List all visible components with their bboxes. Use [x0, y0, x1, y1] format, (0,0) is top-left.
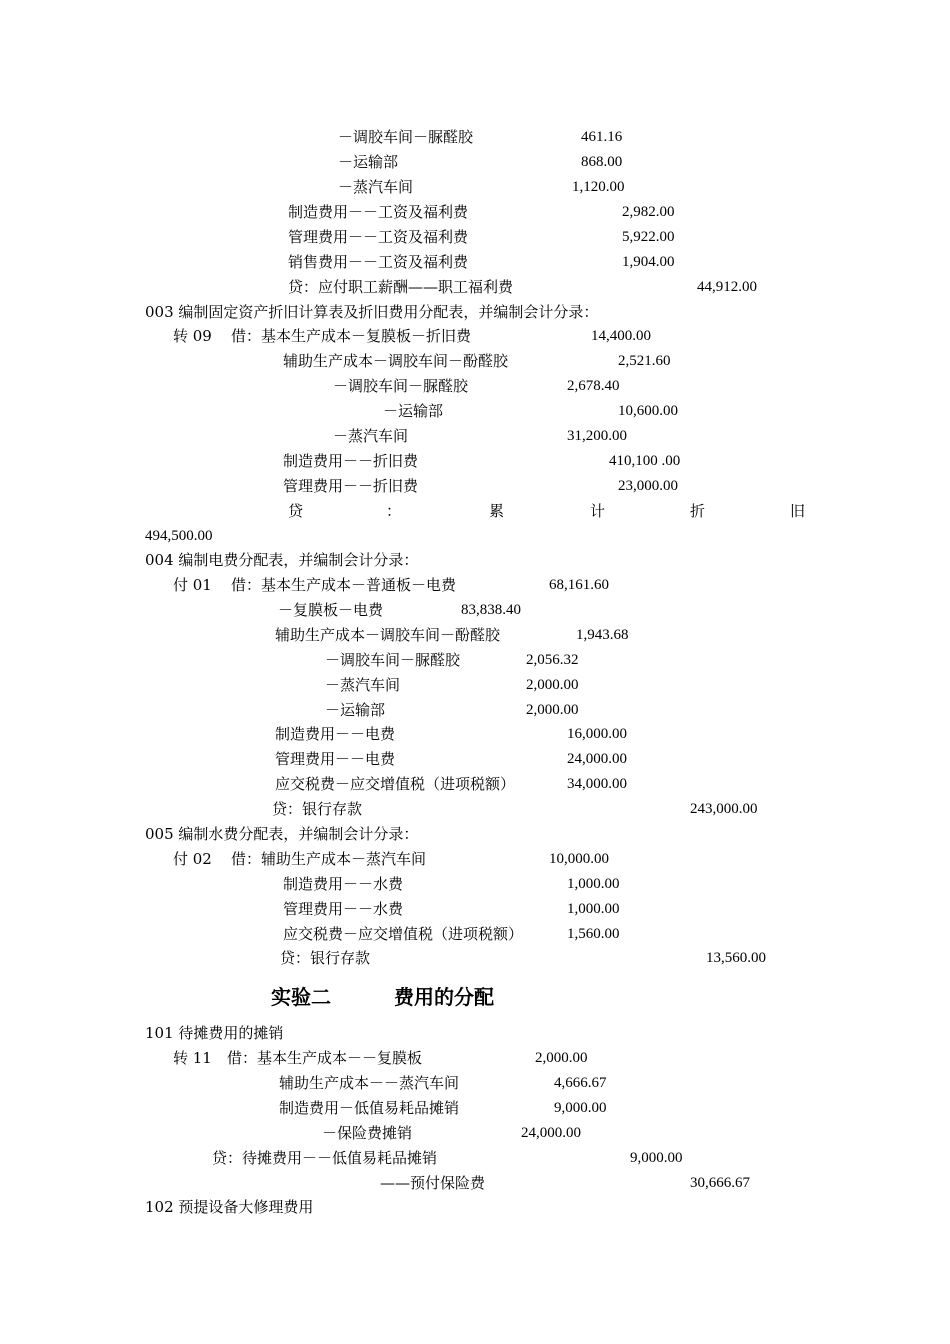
entry-account: 辅助生产成本－调胶车间－酚醛胶	[275, 626, 501, 644]
justified-char: 折	[690, 502, 706, 520]
entry-account: 制造费用－－工资及福利费	[288, 203, 469, 221]
entry-amount: 2,000.00	[535, 1050, 588, 1066]
entry-amount: 4,666.67	[554, 1075, 607, 1091]
entry-amount: 5,922.00	[622, 229, 675, 245]
entry-account-credit: ——预付保险费	[380, 1174, 486, 1192]
entry-amount: 34,000.00	[567, 776, 627, 792]
entry-account: －蒸汽车间	[338, 178, 414, 196]
voucher-number: 付 02	[173, 850, 212, 868]
entry-amount-credit: 13,560.00	[706, 950, 766, 966]
entry-amount: 2,000.00	[526, 677, 579, 693]
entry-amount: 9,000.00	[554, 1100, 607, 1116]
section-title-102: 102 预提设备大修理费用	[145, 1198, 314, 1216]
entry-account: 辅助生产成本－－蒸汽车间	[279, 1074, 460, 1092]
entry-amount: 461.16	[581, 129, 623, 145]
entry-account: 辅助生产成本－调胶车间－酚醛胶	[283, 352, 509, 370]
experiment-heading-number: 实验二	[271, 985, 331, 1009]
entry-account: 应交税费－应交增值税（进项税额）	[283, 925, 524, 943]
entry-account-debit: 借：基本生产成本－－复膜板	[227, 1049, 423, 1067]
entry-amount-credit: 9,000.00	[630, 1150, 683, 1166]
entry-amount: 1,000.00	[567, 876, 620, 892]
entry-amount: 23,000.00	[618, 478, 678, 494]
entry-account-credit: 贷：银行存款	[272, 800, 363, 818]
entry-amount-credit: 243,000.00	[690, 801, 758, 817]
voucher-number: 转 11	[173, 1049, 212, 1067]
entry-account: －复膜板－电费	[278, 601, 384, 619]
experiment-heading-title: 费用的分配	[394, 985, 494, 1009]
entry-amount: 1,943.68	[576, 627, 629, 643]
section-title-003: 003 编制固定资产折旧计算表及折旧费用分配表，并编制会计分录：	[145, 303, 599, 321]
entry-account-debit: 借：基本生产成本－普通板－电费	[231, 576, 457, 594]
entry-account: －调胶车间－脲醛胶	[325, 651, 461, 669]
entry-amount: 24,000.00	[521, 1125, 581, 1141]
entry-amount: 31,200.00	[567, 428, 627, 444]
entry-amount: 410,100 .00	[609, 453, 681, 469]
entry-amount: 83,838.40	[461, 602, 521, 618]
entry-account: －运输部	[338, 153, 399, 171]
entry-amount: 2,521.60	[618, 353, 671, 369]
entry-amount: 1,904.00	[622, 254, 675, 270]
entry-account: －调胶车间－脲醛胶	[338, 128, 474, 146]
entry-account: 制造费用－低值易耗品摊销	[279, 1099, 460, 1117]
entry-amount: 24,000.00	[567, 751, 627, 767]
entry-account-credit: 贷：银行存款	[280, 949, 371, 967]
entry-account: 管理费用－－水费	[283, 900, 404, 918]
justified-char: ：	[386, 502, 402, 520]
entry-account: －调胶车间－脲醛胶	[333, 377, 469, 395]
entry-account: 管理费用－－折旧费	[283, 477, 419, 495]
justified-char: 累	[489, 502, 505, 520]
entry-amount: 16,000.00	[567, 726, 627, 742]
entry-account-debit: 借：基本生产成本－复膜板－折旧费	[231, 327, 472, 345]
entry-amount-credit: 44,912.00	[697, 279, 757, 295]
entry-amount: 1,560.00	[567, 926, 620, 942]
entry-account: －保险费摊销	[322, 1124, 413, 1142]
entry-account-credit: 贷：应付职工薪酬——职工福利费	[288, 278, 514, 296]
entry-amount: 10,000.00	[549, 851, 609, 867]
entry-account: －运输部	[325, 701, 386, 719]
entry-amount: 68,161.60	[549, 577, 609, 593]
justified-char: 旧	[790, 502, 806, 520]
entry-account: －蒸汽车间	[333, 427, 409, 445]
entry-amount-credit: 30,666.67	[690, 1175, 750, 1191]
entry-amount: 1,000.00	[567, 901, 620, 917]
entry-amount: 2,000.00	[526, 702, 579, 718]
entry-account: 销售费用－－工资及福利费	[288, 253, 469, 271]
entry-account: －蒸汽车间	[325, 676, 401, 694]
justified-char: 计	[590, 502, 606, 520]
entry-account: 制造费用－－电费	[275, 725, 396, 743]
entry-account: 管理费用－－工资及福利费	[288, 228, 469, 246]
entry-account: －运输部	[383, 402, 444, 420]
entry-amount-credit: 494,500.00	[145, 528, 213, 544]
justified-char: 贷	[288, 502, 304, 520]
entry-amount: 14,400.00	[591, 328, 651, 344]
voucher-number: 付 01	[173, 576, 212, 594]
section-title-004: 004 编制电费分配表，并编制会计分录：	[145, 551, 419, 569]
entry-amount: 1,120.00	[572, 179, 625, 195]
entry-account-debit: 借：辅助生产成本－蒸汽车间	[231, 850, 427, 868]
entry-amount: 2,678.40	[567, 378, 620, 394]
entry-account-credit: 贷：待摊费用－－低值易耗品摊销	[212, 1149, 438, 1167]
section-title-101: 101 待摊费用的摊销	[145, 1024, 284, 1042]
entry-account: 管理费用－－电费	[275, 750, 396, 768]
entry-account: 制造费用－－水费	[283, 875, 404, 893]
entry-account: 制造费用－－折旧费	[283, 452, 419, 470]
voucher-number: 转 09	[173, 327, 212, 345]
entry-amount: 868.00	[581, 154, 623, 170]
entry-amount: 10,600.00	[618, 403, 678, 419]
entry-account: 应交税费－应交增值税（进项税额）	[275, 775, 516, 793]
section-title-005: 005 编制水费分配表，并编制会计分录：	[145, 825, 419, 843]
entry-amount: 2,056.32	[526, 652, 579, 668]
entry-amount: 2,982.00	[622, 204, 675, 220]
